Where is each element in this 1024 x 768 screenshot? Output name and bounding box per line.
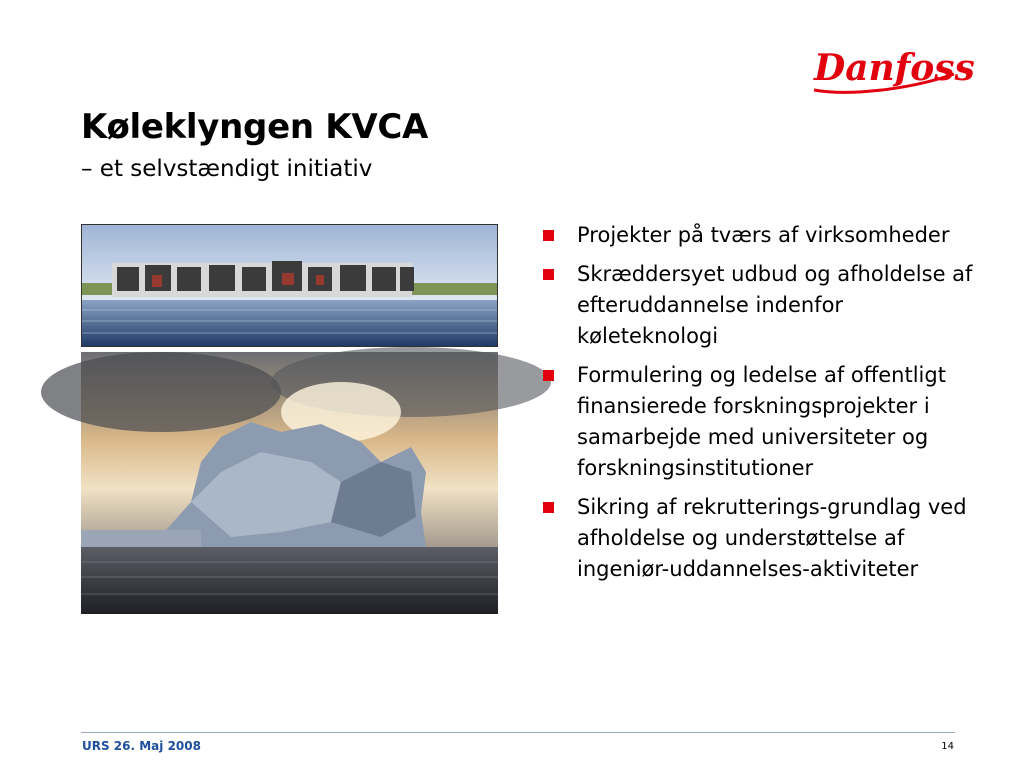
bullet-item	[541, 259, 981, 352]
bullet-square-icon	[543, 269, 554, 280]
bullet-item	[541, 492, 981, 585]
danfoss-logo	[808, 40, 975, 98]
slide-title: Køleklyngen KVCA	[81, 107, 429, 147]
iceberg-photo	[81, 352, 498, 614]
bullet-square-icon	[543, 502, 554, 513]
logo-wordmark: Danfoss	[814, 47, 975, 89]
bullet-item	[541, 220, 981, 251]
bullet-text: Formulering og ledelse af offentligt finansierede forskningsprojekter i samarbejde med universiteter og forskningsinstitutioner	[577, 363, 946, 480]
footer-divider	[81, 732, 955, 733]
bullet-square-icon	[543, 230, 554, 241]
building-photo	[81, 224, 498, 347]
bullet-item	[541, 360, 981, 484]
page-number: 14	[941, 741, 954, 752]
bullet-text: Skræddersyet udbud og afholdelse af efteruddannelse indenfor køleteknologi	[577, 262, 973, 348]
bullet-square-icon	[543, 370, 554, 381]
slide-subtitle: – et selvstændigt initiativ	[81, 156, 373, 182]
footer-date: URS 26. Maj 2008	[82, 739, 201, 753]
bullet-list	[541, 220, 981, 593]
bullet-text: Sikring af rekrutterings-grundlag ved afholdelse og understøttelse af ingeniør-uddannelses-aktiviteter	[577, 495, 967, 581]
bullet-text: Projekter på tværs af virksomheder	[577, 223, 950, 247]
